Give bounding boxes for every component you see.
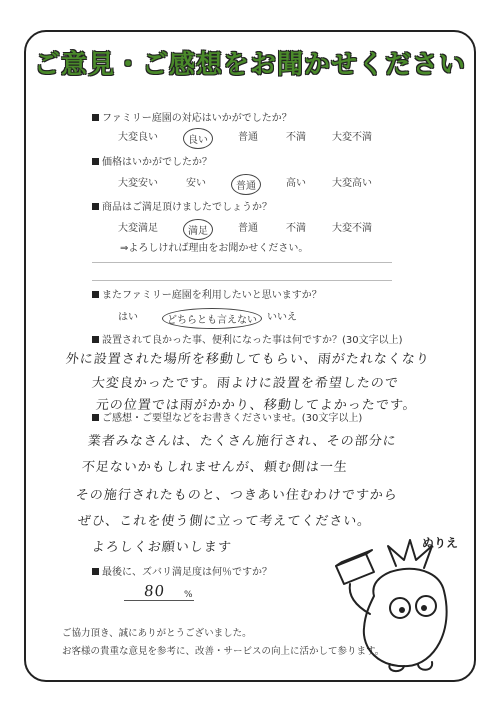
thanks-line: ご協力頂き、誠にありがとうございました。 xyxy=(62,628,252,639)
q5-answer-line-1: 外に設置された場所を移動してもらい、雨がたれなくなり xyxy=(65,352,431,367)
bullet-square-icon xyxy=(92,414,99,421)
reason-line xyxy=(92,280,392,281)
q1-option-0[interactable]: 大変良い xyxy=(118,132,158,143)
coloring-label: ぬりえ xyxy=(422,536,459,550)
q3-option-2[interactable]: 普通 xyxy=(238,223,258,234)
q3-option-0[interactable]: 大変満足 xyxy=(118,223,158,234)
q2-option-1[interactable]: 安い xyxy=(186,178,206,189)
q6-answer-line-4: ぜひ、これを使う側に立って考えてください。 xyxy=(77,514,373,529)
question-2: 価格はいかがでしたか？ xyxy=(92,153,212,168)
reason-line xyxy=(92,262,392,263)
q6-answer-line-1: 業者みなさんは、たくさん施行され、その部分に xyxy=(87,434,398,449)
q6-answer-line-2: 不足ないかもしれませんが、頼む側は一生 xyxy=(81,460,349,475)
survey-title: ご意見・ご感想をお聞かせください xyxy=(33,50,466,80)
q2-option-0[interactable]: 大変安い xyxy=(118,178,158,189)
q2-option-4[interactable]: 大変高い xyxy=(332,178,372,189)
improvement-line: お客様の貴重な意見を参考に、改善・サービスの向上に活かして参ります。 xyxy=(62,646,385,657)
bullet-square-icon xyxy=(92,291,99,298)
question-5: 設置されて良かった事、便利になった事は何ですか？(30文字以上) xyxy=(92,331,403,346)
mascot-character-icon xyxy=(326,536,474,676)
satisfaction-underline xyxy=(124,600,194,601)
q5-answer-line-2: 大変良かったです。雨よけに設置を希望したので xyxy=(91,376,400,391)
q6-answer-line-3: その施行されたものと、つきあい住むわけですから xyxy=(75,488,399,503)
bullet-square-icon xyxy=(92,203,99,210)
q6-answer-line-5: よろしくお願いします xyxy=(91,540,233,555)
question-3: 商品はご満足頂けましたでしょうか？ xyxy=(92,198,272,213)
q2-option-2-selected[interactable]: 普通 xyxy=(231,174,261,195)
q3-option-1-selected[interactable]: 満足 xyxy=(183,219,213,240)
q3-option-3[interactable]: 不満 xyxy=(286,223,306,234)
q1-option-3[interactable]: 不満 xyxy=(286,132,306,143)
bullet-square-icon xyxy=(92,158,99,165)
percent-unit: % xyxy=(184,590,193,600)
satisfaction-value: 80 xyxy=(143,582,167,600)
q1-option-1-selected[interactable]: 良い xyxy=(183,128,213,149)
q4-option-1-selected[interactable]: どちらとも言えない xyxy=(162,308,262,329)
bullet-square-icon xyxy=(92,568,99,575)
question-1: ファミリー庭園の対応はいかがでしたか？ xyxy=(92,109,292,124)
q1-option-4[interactable]: 大変不満 xyxy=(332,132,372,143)
question-7: 最後に、ズバリ満足度は何％ですか？ xyxy=(92,563,272,578)
question-4: またファミリー庭園を利用したいと思いますか？ xyxy=(92,286,322,301)
q3-reason-note: ⇒よろしければ理由をお聞かせください。 xyxy=(120,243,309,254)
q5-answer-line-3: 元の位置では雨がかかり、移動してよかったです。 xyxy=(95,398,418,413)
q3-option-4[interactable]: 大変不満 xyxy=(332,223,372,234)
q4-option-2[interactable]: いいえ xyxy=(267,312,297,323)
bullet-square-icon xyxy=(92,336,99,343)
q4-option-0[interactable]: はい xyxy=(118,312,138,323)
q1-option-2[interactable]: 普通 xyxy=(238,132,258,143)
bullet-square-icon xyxy=(92,114,99,121)
question-6: ご感想・ご要望などをお書きくださいませ。(30文字以上) xyxy=(92,409,362,424)
q2-option-3[interactable]: 高い xyxy=(286,178,306,189)
